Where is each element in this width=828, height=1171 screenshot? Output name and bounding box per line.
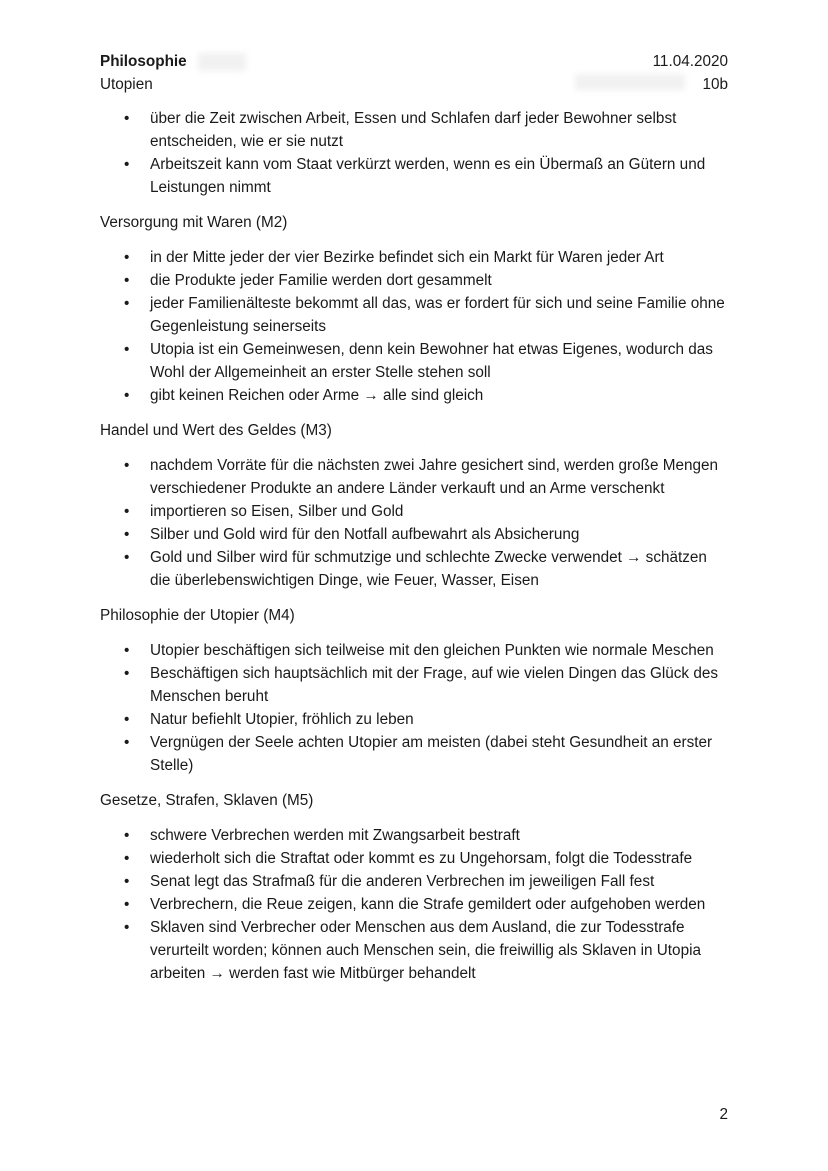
intro-bullet-list <box>100 107 730 199</box>
document-body <box>100 107 730 985</box>
bullet-text: Sklaven sind Verbrecher oder Menschen aus dem Ausland, die zur Todesstrafe verurteilt worden; können auch Menschen sein, die freiwillig als Sklaven in Utopia arbeiten → werden fast wie Mitbürger behandelt <box>150 919 701 982</box>
bullet-text: Silber und Gold wird für den Notfall aufbewahrt als Absicherung <box>150 526 580 543</box>
bullet-item <box>100 893 730 916</box>
sections-container <box>100 199 730 985</box>
bullet-text: Natur befiehlt Utopier, fröhlich zu leben <box>150 711 414 728</box>
bullet-item <box>100 847 730 870</box>
redacted-name <box>198 53 246 71</box>
bullet-text: jeder Familienälteste bekommt all das, was er fordert für sich und seine Familie ohne Gegenleistung seinerseits <box>150 295 725 335</box>
bullet-icon: • <box>124 665 130 682</box>
bullet-text: Arbeitszeit kann vom Staat verkürzt werden, wenn es ein Übermaß an Gütern und Leistungen nimmt <box>150 156 706 196</box>
topic-subtitle: Utopien <box>100 76 153 93</box>
bullet-item <box>100 454 730 500</box>
bullet-text: in der Mitte jeder der vier Bezirke befindet sich ein Markt für Waren jeder Art <box>150 249 664 266</box>
bullet-text: Utopier beschäftigen sich teilweise mit den gleichen Punkten wie normale Meschen <box>150 642 714 659</box>
bullet-icon: • <box>124 896 130 913</box>
bullet-text: wiederholt sich die Straftat oder kommt es zu Ungehorsam, folgt die Todesstrafe <box>150 850 693 867</box>
section-heading: Handel und Wert des Geldes (M3) <box>100 422 332 439</box>
bullet-item <box>100 523 730 546</box>
subject-title: Philosophie <box>100 53 187 70</box>
bullet-icon: • <box>124 873 130 890</box>
bullet-icon: • <box>124 642 130 659</box>
bullet-icon: • <box>124 850 130 867</box>
bullet-icon: • <box>124 457 130 474</box>
bullet-item <box>100 639 730 662</box>
bullet-text: über die Zeit zwischen Arbeit, Essen und Schlafen darf jeder Bewohner selbst entscheiden, wie er sie nutzt <box>150 110 677 150</box>
bullet-text: Beschäftigen sich hauptsächlich mit der Frage, auf wie vielen Dingen das Glück des Menschen beruht <box>150 665 718 705</box>
bullet-icon: • <box>124 827 130 844</box>
bullet-icon: • <box>124 110 130 127</box>
section-spacer <box>100 627 730 639</box>
bullet-text: Utopia ist ein Gemeinwesen, denn kein Bewohner hat etwas Eigenes, wodurch das Wohl der Allgemeinheit an erster Stelle stehen soll <box>150 341 713 381</box>
section-spacer <box>100 812 730 824</box>
bullet-item <box>100 338 730 384</box>
bullet-text: gibt keinen Reichen oder Arme → alle sind gleich <box>150 387 484 404</box>
bullet-text: importieren so Eisen, Silber und Gold <box>150 503 404 520</box>
section-heading: Versorgung mit Waren (M2) <box>100 214 288 231</box>
page-number: 2 <box>719 1106 728 1123</box>
bullet-item <box>100 107 730 153</box>
section-heading: Gesetze, Strafen, Sklaven (M5) <box>100 792 314 809</box>
bullet-item <box>100 269 730 292</box>
bullet-icon: • <box>124 295 130 312</box>
bullet-item <box>100 384 730 407</box>
bullet-item <box>100 870 730 893</box>
section-bullet-list <box>100 246 730 407</box>
bullet-icon: • <box>124 156 130 173</box>
section-spacer <box>100 407 730 419</box>
bullet-text: Verbrechern, die Reue zeigen, kann die Strafe gemildert oder aufgehoben werden <box>150 896 706 913</box>
section-bullet-list <box>100 454 730 592</box>
bullet-text: Vergnügen der Seele achten Utopier am meisten (dabei steht Gesundheit an erster Stelle) <box>150 734 713 774</box>
bullet-item <box>100 824 730 847</box>
document-date: 11.04.2020 <box>652 53 728 70</box>
bullet-icon: • <box>124 711 130 728</box>
bullet-item <box>100 916 730 985</box>
bullet-text: Senat legt das Strafmaß für die anderen Verbrechen im jeweiligen Fall fest <box>150 873 655 890</box>
bullet-item <box>100 246 730 269</box>
bullet-item <box>100 153 730 199</box>
section-spacer <box>100 234 730 246</box>
section-heading: Philosophie der Utopier (M4) <box>100 607 295 624</box>
bullet-icon: • <box>124 734 130 751</box>
bullet-icon: • <box>124 919 130 936</box>
header-left <box>100 50 187 96</box>
bullet-item <box>100 546 730 592</box>
bullet-icon: • <box>124 249 130 266</box>
section-spacer <box>100 777 730 789</box>
bullet-icon: • <box>124 341 130 358</box>
bullet-item <box>100 500 730 523</box>
section-spacer <box>100 199 730 211</box>
bullet-icon: • <box>124 387 130 404</box>
section-bullet-list <box>100 639 730 777</box>
bullet-text: schwere Verbrechen werden mit Zwangsarbeit bestraft <box>150 827 520 844</box>
bullet-icon: • <box>124 503 130 520</box>
bullet-item <box>100 708 730 731</box>
bullet-icon: • <box>124 549 130 566</box>
bullet-text: die Produkte jeder Familie werden dort gesammelt <box>150 272 492 289</box>
bullet-item <box>100 731 730 777</box>
header-right <box>653 50 728 96</box>
bullet-item <box>100 662 730 708</box>
bullet-text: Gold und Silber wird für schmutzige und schlechte Zwecke verwendet → schätzen die überlebenswichtigen Dinge, wie Feuer, Wasser, Eisen <box>150 549 707 589</box>
class-label: 10b <box>702 76 728 93</box>
section-bullet-list <box>100 824 730 985</box>
section-spacer <box>100 592 730 604</box>
bullet-icon: • <box>124 272 130 289</box>
bullet-icon: • <box>124 526 130 543</box>
bullet-item <box>100 292 730 338</box>
bullet-text: nachdem Vorräte für die nächsten zwei Jahre gesichert sind, werden große Mengen verschiedener Produkte an andere Länder verkauft und an Arme verschenkt <box>150 457 719 497</box>
section-spacer <box>100 442 730 454</box>
